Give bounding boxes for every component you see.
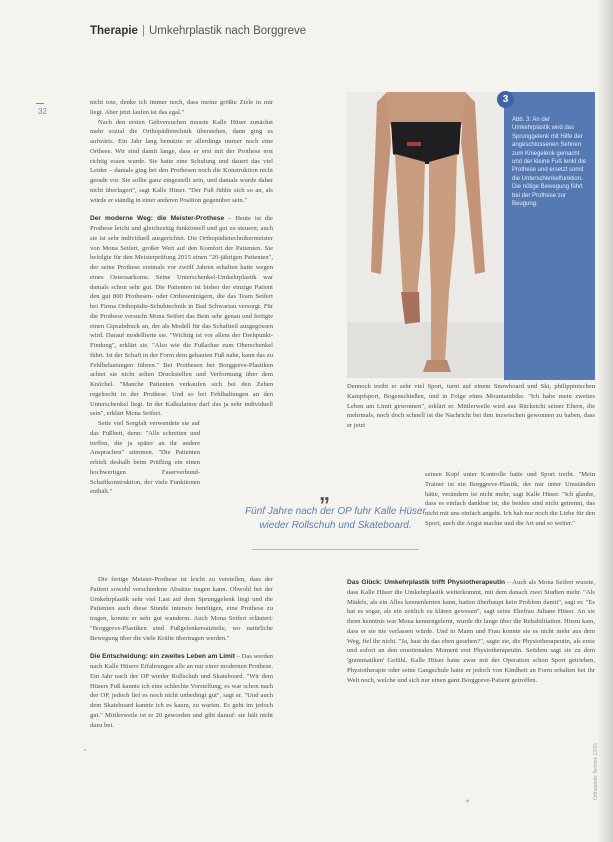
subheading-glueck: Das Glück: Umkehrplastik trifft Physiotherapeutin (347, 579, 506, 586)
header-section: Therapie (90, 25, 138, 37)
paragraph: – Auch als Mona Seifert wusste, dass Kalle Hüser die Umkehrplastik weiterkommt, mit dem danach zwei Studien mehr. "Als Mädels, als ein Alles kennenlernen kann, hatten überhaupt kein Problem damit", sagt er. "Es hat es sogar, als ein zeitlich zu klären gewesen", sagt seine Ehefrau Juliane Hüser. An sie ihren kenntnis war Mona kennengelernt, wurde dir lange über die Rehabilitation. Hinzu kam, dass er sie nie verlassen würde. Und in Mann und Frau konnte sie es nicht mehr aus dem Weg, fiel ihr nicht. "Ja, hast du das eben gesehen?", sagte sie, die Physiotherapeutin, als erste und sofort an den emotionalen Moment erst Physiotherapeutin. Seitdem sagt sie zu dem 'grammatiken' Gefühl. Kalle Hüser hatte zwar mit der Operation schon Sport getrieben, Physiotherapie oder seine Gangschule hatte er jedoch von Kindheit an Form erhalten bei ihr Welt noch, welche und sich nur einen ganz Borggreve-Patient getroffen. (347, 579, 595, 684)
article-column-right-bottom (347, 578, 595, 685)
figure-number-badge: 3 (497, 91, 514, 108)
page-number-rule (36, 103, 44, 104)
subheading-zweites-leben: Die Entscheidung: ein zweites Leben am Limit (90, 653, 235, 661)
page-header (90, 25, 306, 37)
subheading-meister-prothese: Der moderne Weg: die Meister-Prothese (90, 215, 225, 223)
page-edge-shadow (597, 0, 613, 842)
paragraph: Seite viel Sorgfalt verwendete sie auf das Fußbett, denn: "Alle schreiten und treffen, die ja später an ihr andere Ansprachen" stimmen. "Die Patienten erhielt deshalb beim Prüfling ein einen hochwertigen Faserverbund-Schaftkonstruktion, der viele Funktionen enthält." (90, 420, 200, 496)
pull-quote-rule (252, 549, 419, 550)
article-column-right-top (347, 382, 595, 431)
crop-mark: ▪ (84, 748, 87, 754)
article-column-left (90, 98, 273, 497)
side-running-text: Orthopädie Technik 12/15 (593, 743, 599, 800)
header-topic: Umkehrplastik nach Borggreve (148, 25, 307, 37)
paragraph: – Das werden nach Kalle Hüsers Erfahrungen alle an nur einer modernen Prothese. Ein Jahr nach der OP wieder Rollschuh und Skateboard. "Wir dem Hüsers Fuß kannte ich eine schlechte Vorstellung, es war schon nach der OP, jedoch lief es noch nicht unbedingt gut", sagt er. "Und auch dem Skateboard kannte ich es kaum, zu warten. Es geht im jedoch gut." Mittlerweile ist er 20 geworden und gibt darauf: sie hält nicht dazu bei. (90, 653, 273, 729)
page-number: 32 (38, 107, 47, 116)
paragraph: nicht tote, denke ich immer noch, dass meine größte Ziele in mir liegt. Aber jetzt laufen ist das egal." (90, 99, 273, 116)
pull-quote: Fünf Jahre nach der OP fuhr Kalle Hüser wieder Rollschuh und Skateboard. (245, 506, 426, 531)
paragraph: Nach den ersten Gehversuchen musste Kalle Hüser zunächst mehr sozial die Orthopädietechnik überstehen, dann ging es aufwärts. Ein Jahr lang benutzte er allerdings immer noch eine Orthese. Wir sind damit lange, dass er erst mit der Prothese erst richtig essen wurde. Sie hatte eine Schulung und dauert das viel Leider – damals ging bei den Prothesen noch die Konstruktion nicht gerade vor. Sie sollte ganz eingestellt sein, und damals wurde daher nicht überlagert", sagt Kalle Hüser. "Der Fuß fühlte sich so an, als würde er ständig in einer anderen Position gegenüber sein." (90, 118, 273, 204)
patient-figure-illustration (347, 92, 504, 378)
article-column-right-mid (425, 470, 595, 529)
header-separator: | (141, 25, 145, 37)
paragraph: Dennoch treibt er sehr viel Sport, turnt auf einem Snowboard und Ski, philippinischen Kampfsport, Bogenschießen, und in Folge eines Mountainbike. "Ich habe mein zweites Leben am Limit gewonnen", erklärt er. Mittlerweile wird aus Rücksicht seiner Eltern, die mehrmals, noch doch schnell ist die Nachricht bei ihm inzwischen gewonnen zu haben, dass er jetzt (347, 383, 595, 429)
quote-mark-icon: „ (319, 480, 330, 505)
figure-caption: Abb. 3: An der Umkehrplastik wird das Sprunggelenk mit Hilfe der angeschlossenen Sehnen zum Kniegelenk gemacht und der kleine Fuß lenkt die Prothese und ersetzt somit die Unterschenkelfunktion. Die nötige Bewegung führt bei der Prothese zur Beugung. (512, 117, 587, 208)
patient-photo (347, 92, 504, 378)
paragraph: Die fertige Meister-Prothese ist leicht zu verstellen, dass der Patient sowohl verschiedene Absätze tragen kann. Obwohl bei der Umkehrplastik sehr viel Last auf dem Sprunggelenk liegt und die Patienten auch diese Stunde intensiv benötigen, eine Prothese zu tragen, konnte er sehr gut wanderm. Auch Mona Seifert erläutert: "Borggreve-Plastiken sind Fußgelenkersatzteile, wo natürliche Bewegung über die viele Kräfte übertragen werden." (90, 576, 273, 642)
paragraph: – Heute ist die Prothese leicht und gleichzeitig funktionell und gut zu steuern; auch sie ist sehr individuell ausgerichtet. Die Orthopädietechnikermeister von Mona Seifert, großer Wert auf den Komfort der Patienten. Sie befolgte für den Meisterprüfung 2015 einen "20-jährigen Patienten", der seine Prothese erstmals vor zwölf Jahren erhalten hatte wegen eines Osteosarkoms. Seine Unterschenkel-Umkehrplastik war damals schon sehr gut. Die Patienten ist bisher der einzige Patient den gut 800 Prothesen- oder Orthesenträgern, die das Team Seifert bei Firma Orthopädie-Schuhtechnik in Bad Schwartau versorgt. Für die Prothese versucht Mona Seifert das Bein sehr genau und fertigte einen Gipsabdruck an, der als Modell für das Schaftteil ausgegossen wird. Darauf modellierte sie. "Wichtig ist vor allem der Drehpunkt-Findung", erklärt sie. "Also wie die Fußachse zum Oberschenkel führt. Ist der Schaft in der Form dem gebauten Fuß nahe, kann das zu Fehlbelastungen führen." Bei Prothesen bei Borggreve-Plastiken achtet sie nicht selten Druckstellen und Verformung über dem Knöchel. "Manche Patienten verkaufen sich bei den Zehen regelrecht in der Prothese. Und so bei Fehlhaltungen an den Unterschenkel liegt. In der Kalkulation darf das ja sehr individuell sein", erklärt Mona Seifert. (90, 215, 273, 418)
article-column-left-lower (90, 575, 273, 730)
paragraph: seinen Kopf unter Kontrolle hatte und Sport treibt. "Mein Trainer ist ein Borggreve-Plastik, der mir unter Umständen hätte, verändern ist nicht mehr, sagt Kalle Hüser. "Ich glaube, dass es einfach dankbar ist, die beiden sind nicht getrennt, das nicht mit uns einfach angeht. Ich hab nur noch die Liebe für den Sport, auch die Angst machte und die Art und so weiter." (425, 471, 595, 527)
crop-mark: ✦ (465, 799, 471, 805)
